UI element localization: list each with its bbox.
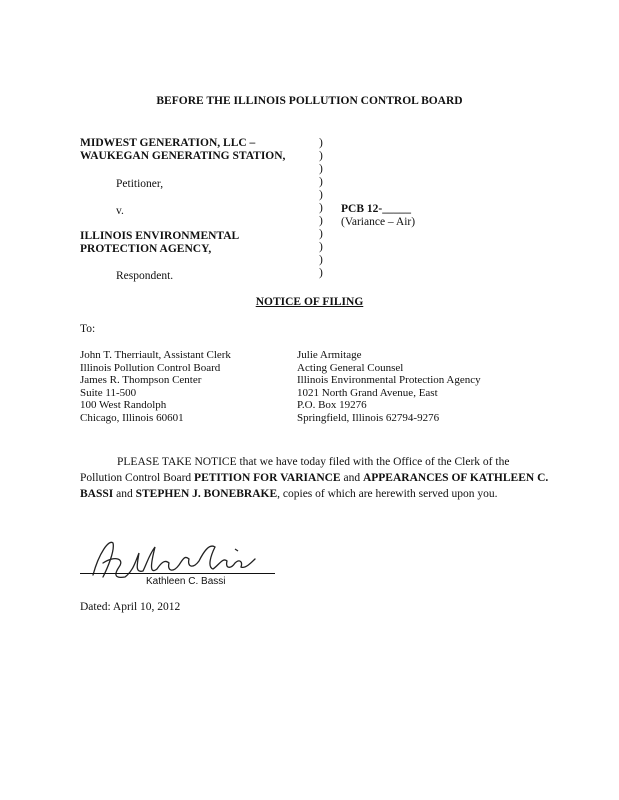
petitioner-name-line1: MIDWEST GENERATION, LLC – (80, 137, 256, 149)
service-left-block (80, 349, 231, 424)
signature-line (80, 573, 275, 574)
body-text: PLEASE TAKE NOTICE that we have today filed with the Office of the Clerk of the Pollution Control Board (80, 456, 510, 484)
bracket-mark: ) (319, 215, 323, 227)
service-line: 1021 North Grand Avenue, East (297, 386, 438, 399)
bracket-mark: ) (319, 137, 323, 149)
body-text: , copies of which are herewith served upon you. (277, 488, 498, 500)
bracket-mark: ) (319, 241, 323, 253)
service-line: Acting General Counsel (297, 361, 404, 374)
bracket-mark: ) (319, 150, 323, 162)
respondent-label: Respondent. (116, 270, 174, 282)
service-line: Julie Armitage (297, 349, 362, 361)
bracket-mark: ) (319, 228, 323, 240)
service-line: Illinois Pollution Control Board (80, 361, 221, 374)
versus-label: v. (116, 205, 124, 217)
service-line: Suite 11-500 (80, 386, 137, 399)
body-bold: PETITION FOR VARIANCE (194, 472, 341, 484)
service-right-block (297, 349, 481, 424)
case-type: (Variance – Air) (341, 216, 416, 228)
bracket-mark: ) (319, 254, 323, 266)
service-line: Chicago, Illinois 60601 (80, 411, 184, 424)
case-number: PCB 12-_____ (341, 203, 411, 215)
bracket-mark: ) (319, 163, 323, 175)
caption-bracket (319, 137, 323, 280)
bracket-mark: ) (319, 267, 323, 279)
court-title: BEFORE THE ILLINOIS POLLUTION CONTROL BOARD (156, 95, 463, 107)
service-line: Springfield, Illinois 62794-9276 (297, 411, 440, 424)
petitioner-label: Petitioner, (116, 178, 164, 190)
petitioner-name-line2: WAUKEGAN GENERATING STATION, (80, 150, 286, 162)
bracket-mark: ) (319, 176, 323, 188)
dated-line: Dated: April 10, 2012 (80, 601, 181, 613)
body-text: and (340, 472, 363, 484)
to-label: To: (80, 323, 96, 335)
bracket-mark: ) (319, 202, 323, 214)
respondent-name-line1: ILLINOIS ENVIRONMENTAL (80, 230, 240, 242)
service-line: John T. Therriault, Assistant Clerk (80, 349, 231, 361)
respondent-name-line2: PROTECTION AGENCY, (80, 243, 212, 255)
service-line: James R. Thompson Center (80, 374, 202, 386)
notice-title: NOTICE OF FILING (255, 296, 364, 308)
service-line: Illinois Environmental Protection Agency (297, 374, 481, 386)
body-text: and (113, 488, 136, 500)
service-line: P.O. Box 19276 (297, 399, 367, 411)
signer-name: Kathleen C. Bassi (146, 576, 226, 587)
body-bold: APPEARANCES OF KATHLEEN C. BASSI (80, 472, 549, 500)
notice-paragraph (80, 454, 550, 502)
bracket-mark: ) (319, 189, 323, 201)
service-line: 100 West Randolph (80, 399, 167, 411)
body-bold: STEPHEN J. BONEBRAKE (135, 488, 278, 500)
